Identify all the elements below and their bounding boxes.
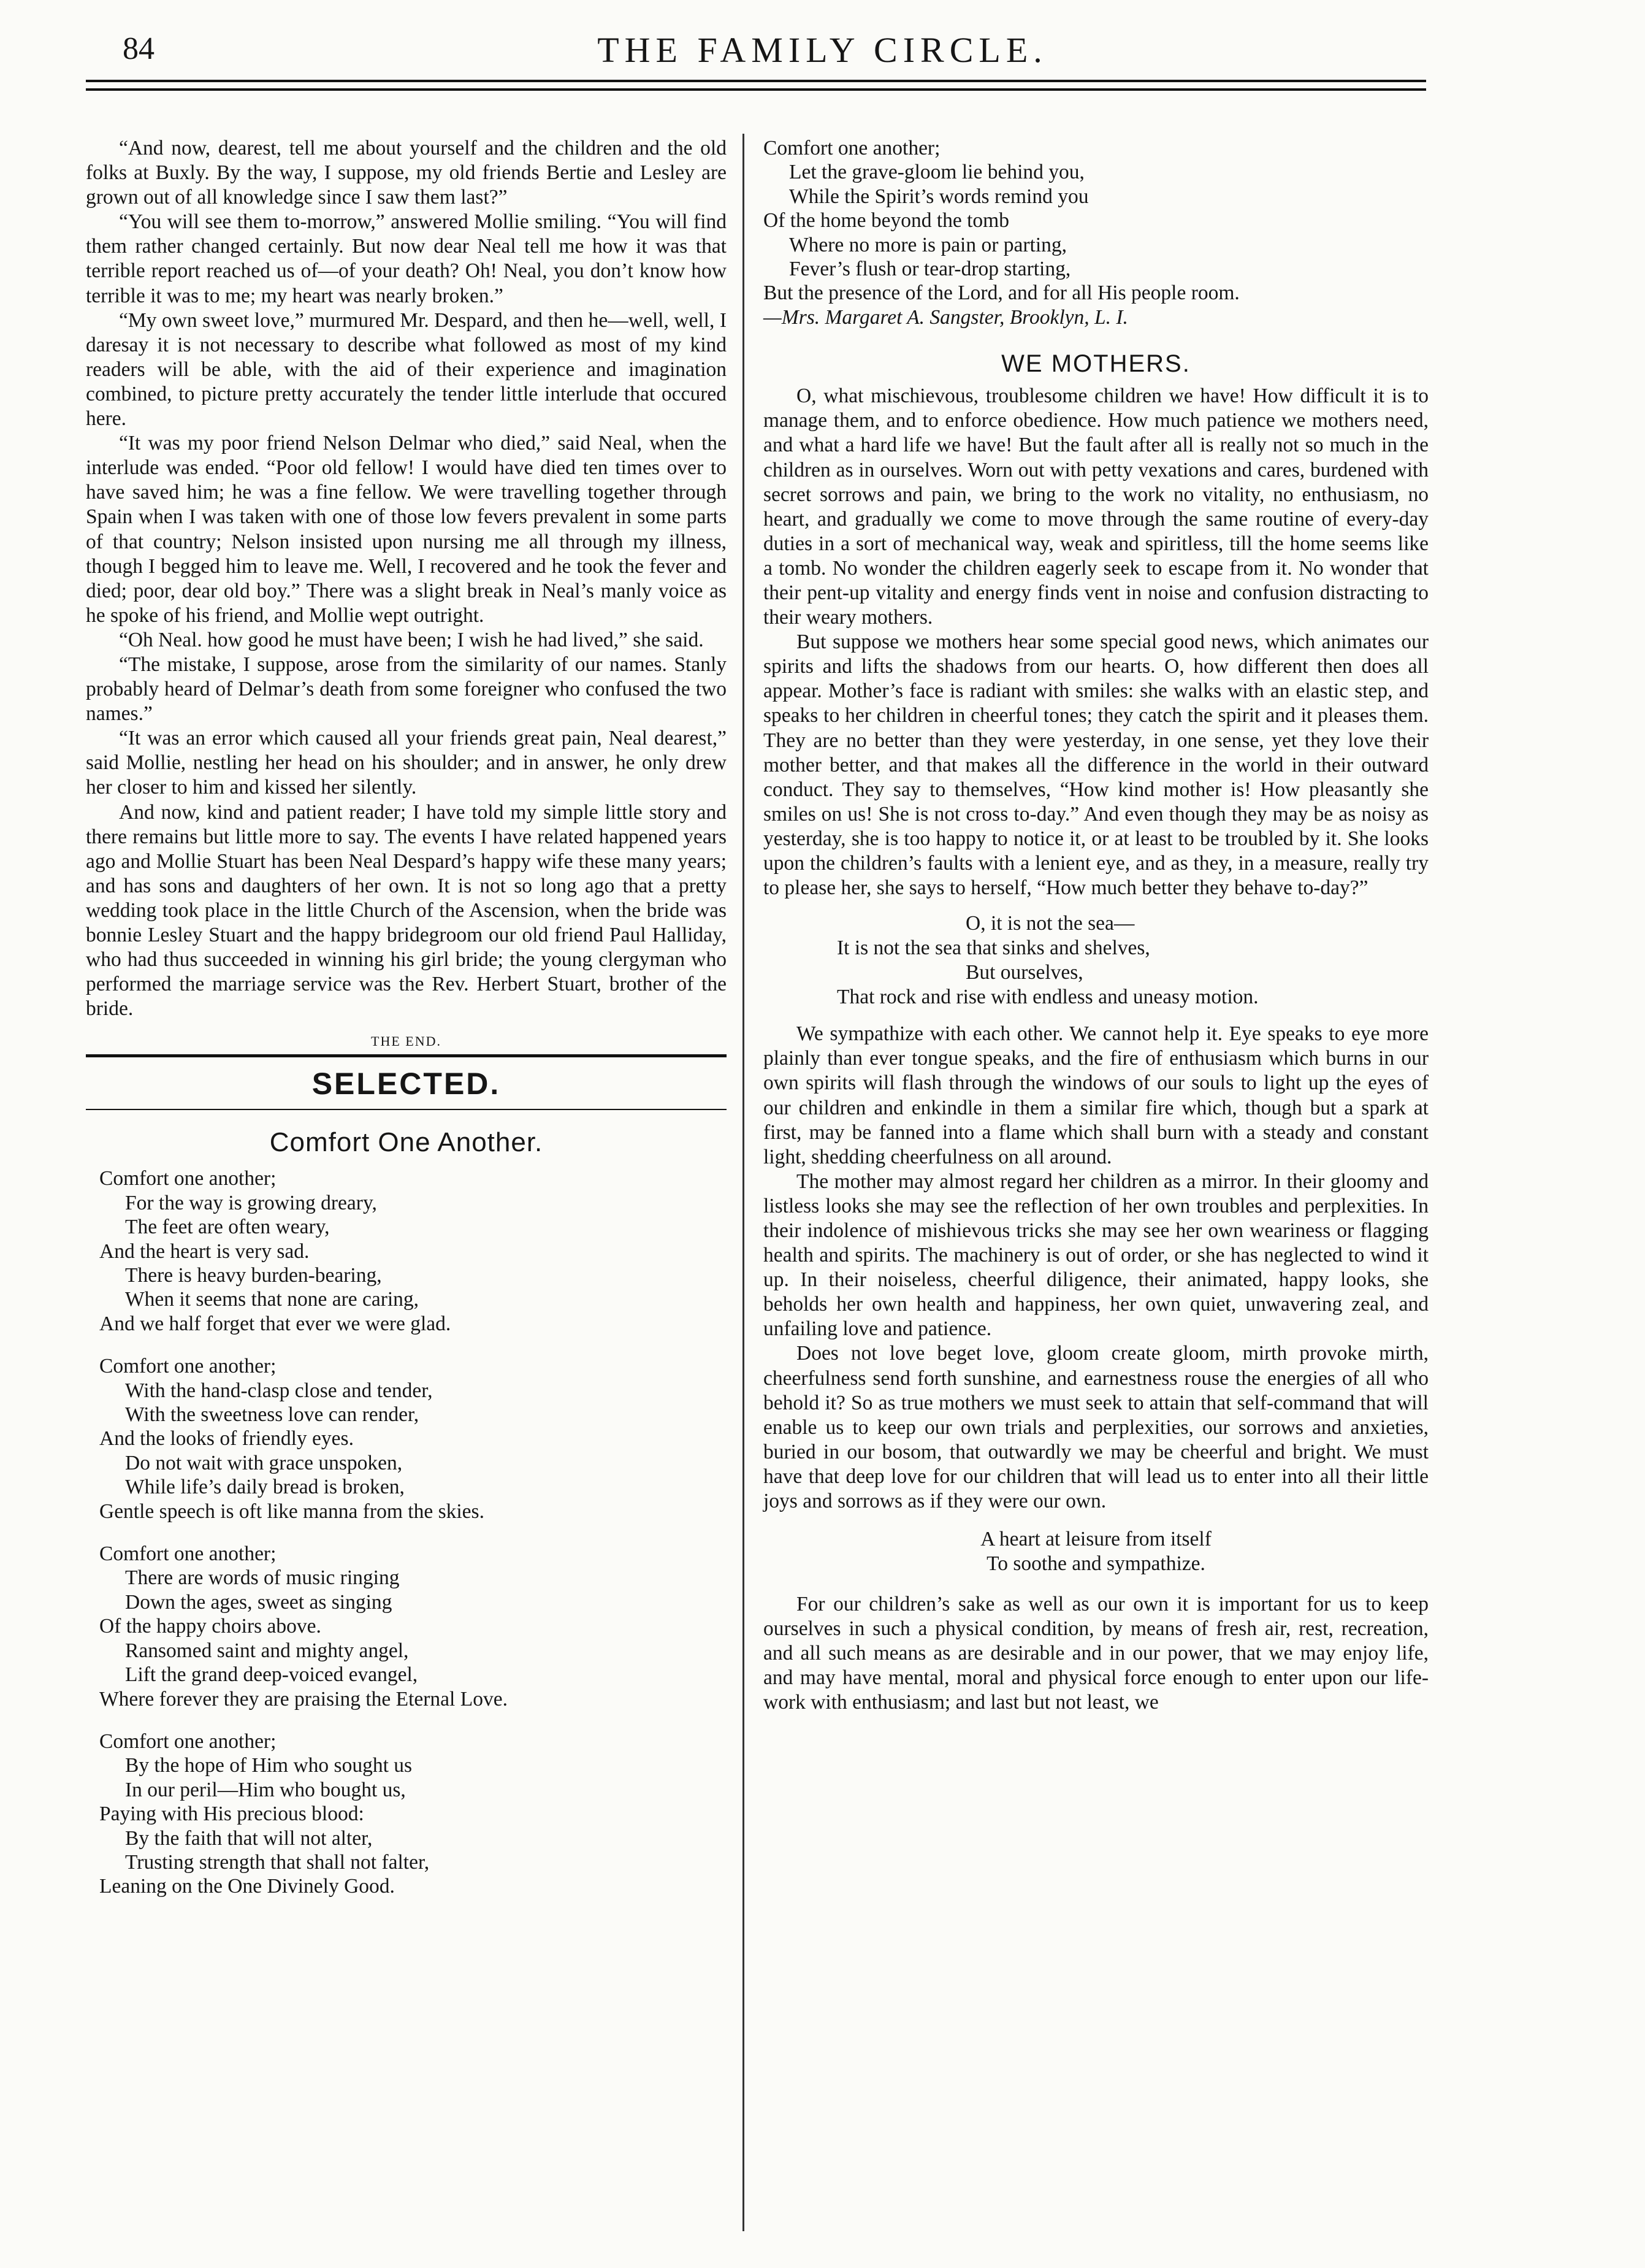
poem-line: Gentle speech is oft like manna from the skies. — [99, 1500, 484, 1523]
selected-section-title: SELECTED. — [311, 1067, 501, 1101]
poem-line: By the faith that will not alter, — [125, 1826, 373, 1850]
poem-line: Down the ages, sweet as singing — [125, 1590, 392, 1614]
article-paragraph: But suppose we mothers hear some special good news, which animates our spirits and lifts the shadows from our hearts. O, how different then does all appear. Mother’s face is radiant with smiles: she walks with an elastic step, and speaks to her children in cheerful tones; they catch the spirit and it pleases them. They are no better than they were yesterday, in one sense, yet they love their mother better, and that makes all the difference in the world in their outward conduct. They say to themselves, “How kind mother is! How pleasantly she smiles on us! She is not cross to-day.” And even though they may be as noisy as yesterday, she is too happy to notice it, or at least to be troubled by it. She looks upon the children’s faults with a lenient eye, and as they, in a measure, really try to please her, she says to herself, “How much better they behave to-day?” — [763, 630, 1429, 900]
story-paragraph: “It was my poor friend Nelson Delmar who died,” said Neal, when the interlude was ended. “Poor old fellow! I would have died ten times over to have saved him; he was a fine fellow. We were travelling together through Spain when I was taken with one of those low fevers prevalent in some parts of that country; Nelson insisted upon nursing me all through my illness, though I begged him to leave me. Well, I recovered and he took the fever and died; poor, dear old boy.” There was a slight break in Neal’s manly voice as he spoke of his friend, and Mollie wept outright. — [86, 432, 727, 627]
verse-line: That rock and rise with endless and uneasy motion. — [837, 986, 1259, 1009]
poem-line: Lift the grand deep-voiced evangel, — [125, 1663, 418, 1687]
story-paragraph: “My own sweet love,” murmured Mr. Despard, and then he—well, well, I daresay it is not necessary to describe what followed as most of my kind readers will be able, with the aid of their experience and imagination combined, to picture pretty accurately the tender little interlude that occured here. — [86, 308, 727, 431]
story-paragraph: “Oh Neal. how good he must have been; I wish he had lived,” she said. — [119, 628, 704, 651]
poem-line: Comfort one another; — [763, 137, 941, 159]
article-paragraph: We sympathize with each other. We cannot help it. Eye speaks to eye more plainly than ever tongue speaks, and the fire of enthusiasm which burns in our own spirits will flash through the windows of our souls to light up the eyes of our children and enkindle in them a similar fire which, though but a spark at first, may be fanned into a flame which shall burn with a steady and constant light, shedding cheerfulness on all around. — [763, 1022, 1429, 1168]
poem-line: Trusting strength that shall not falter, — [125, 1850, 430, 1874]
poem-line: Comfort one another; — [99, 1542, 277, 1566]
article-paragraph: For our children’s sake as well as our own it is important for us to keep ourselves in such a physical condition, by means of fresh air, rest, recreation, and all such means as are desirable and in our power, that we may enjoy life, and may have mental, moral and physical force enough to enter upon our life-work with enthusiasm; and last but not least, we — [763, 1593, 1429, 1714]
the-end-label: THE END. — [371, 1033, 441, 1049]
poem-title: Comfort One Another. — [269, 1127, 543, 1158]
motto-quote — [763, 1527, 1429, 1576]
poem-line: Let the grave-gloom lie behind you, — [789, 161, 1085, 184]
poem-line: Comfort one another; — [99, 1355, 277, 1378]
left-column — [86, 136, 727, 1917]
poem-stanza — [99, 1542, 727, 1711]
poem-line: But the presence of the Lord, and for all His people room. — [763, 282, 1240, 305]
column-divider — [742, 134, 744, 2231]
poem-line: With the hand-clasp close and tender, — [125, 1379, 433, 1402]
poem-line: Do not wait with grace unspoken, — [125, 1451, 403, 1474]
poem-line: There are words of music ringing — [125, 1566, 400, 1590]
poem-stanza — [99, 1730, 727, 1899]
poem-line: While the Spirit’s words remind you — [789, 185, 1089, 208]
we-mothers-title: WE MOTHERS. — [1001, 350, 1191, 378]
poem-line: And the looks of friendly eyes. — [99, 1427, 354, 1450]
poem-line: By the hope of Him who sought us — [125, 1754, 413, 1777]
poem-line: And the heart is very sad. — [99, 1239, 310, 1263]
poem-stanza — [99, 1354, 727, 1523]
story-paragraph: “It was an error which caused all your friends great pain, Neal dearest,” said Mollie, nestling her head on his shoulder; and in answer, he only drew her closer to him and kissed her silently. — [86, 727, 727, 799]
poem-line: Fever’s flush or tear-drop starting, — [789, 258, 1071, 281]
poem-line: While life’s daily bread is broken, — [125, 1476, 405, 1499]
poem-line: Leaning on the One Divinely Good. — [99, 1875, 395, 1898]
verse-line: O, it is not the sea— — [966, 912, 1135, 935]
poem-line: In our peril—Him who bought us, — [125, 1778, 406, 1801]
poem-stanza — [99, 1167, 727, 1336]
poem-line: Of the home beyond the tomb — [763, 209, 1009, 232]
poem-line: Comfort one another; — [99, 1167, 277, 1190]
poem-line: And we half forget that ever we were glad. — [99, 1312, 451, 1335]
poem-line: Where forever they are praising the Eternal Love. — [99, 1687, 508, 1711]
poem-line: Where no more is pain or parting, — [789, 233, 1067, 256]
poem-line: Paying with His precious blood: — [99, 1803, 364, 1826]
poem-line: With the sweetness love can render, — [125, 1403, 419, 1427]
poem-line: For the way is growing dreary, — [125, 1191, 377, 1214]
right-column — [763, 136, 1429, 1715]
story-paragraph: “You will see them to-morrow,” answered Mollie smiling. “You will find them rather changed certainly. But now dear Neal tell me how it was that terrible report reached us of—of your death? Oh! Neal, you don’t know how terrible it was to me; my heart was nearly broken.” — [86, 210, 727, 307]
poem-body — [99, 1167, 727, 1898]
story-conclusion — [86, 136, 727, 1049]
article-paragraph: O, what mischievous, troublesome children we have! How difficult it is to manage them, and to enforce obedience. How much patience we mothers need, and what a hard life we have! But the fault after all is really not so much in the children as in ourselves. Worn out with petty vexations and cares, burdened with secret sorrows and pain, we bring to the work no vitality, no enthusiasm, no heart, and gradually we come to move through the same routine of every-day duties in a sort of mechanical way, weak and spiritless, till the home seems like a tomb. No wonder the children eagerly seek to escape from it. No wonder that their pent-up vitality and energy finds vent in noise and confusion distracting to their weary mothers. — [763, 385, 1429, 629]
masthead-title: THE FAMILY CIRCLE. — [597, 30, 1048, 70]
article-paragraph: The mother may almost regard her children as a mirror. In their gloomy and listless looks she may see the reflection of her own troubles and perplexities. In their indolence of mishievous tricks she may see her own weariness or flagging health and spirits. The machinery is out of order, or she has neglected to wind it up. In their noiseless, cheerful diligence, their animated, happy looks, she beholds her own health and happiness, her own quiet, unwavering zeal, and unfailing love and patience. — [763, 1170, 1429, 1341]
masthead-rule — [86, 80, 1426, 91]
verse-line: It is not the sea that sinks and shelves, — [837, 937, 1150, 960]
motto-line: To soothe and sympathize. — [987, 1552, 1205, 1576]
poem-line: There is heavy burden-bearing, — [125, 1264, 382, 1287]
verse-line: But ourselves, — [966, 961, 1083, 984]
poem-line: Of the happy choirs above. — [99, 1615, 321, 1638]
story-paragraph: “And now, dearest, tell me about yourself and the children and the old folks at Buxly. By the way, I suppose, my old friends Bertie and Lesley are grown out of all knowledge since I saw them last?” — [86, 137, 727, 209]
poem-final-stanza — [763, 136, 1429, 329]
story-paragraph: “The mistake, I suppose, arose from the similarity of our names. Stanly probably heard of Delmar’s death from some foreigner who confused the two names.” — [86, 653, 727, 726]
poem-line: The feet are often weary, — [125, 1216, 330, 1239]
story-paragraph: And now, kind and patient reader; I have told my simple little story and there remains but little more to say. The events I have related happened years ago and Mollie Stuart has been Neal Despard’s happy wife these many years; and has sons and daughters of her own. It is not so long ago that a pretty wedding took place in the little Church of the Ascension, when the bride was bonnie Lesley Stuart and the happy bridegroom our old friend Paul Halliday, who had thus succeeded in winning his girl bride; the young clergyman who performed the marriage service was the Rev. Herbert Stuart, brother of the bride. — [86, 800, 727, 1021]
poem-line: Ransomed saint and mighty angel, — [125, 1639, 409, 1662]
article-paragraph: Does not love beget love, gloom create gloom, mirth provoke mirth, cheerfulness send forth sunshine, and earnestness rouse the energies of all who behold it? So as true mothers we must seek to attain that self-command that will enable us to keep our own trials and perplexities, our sorrows and anxieties, buried in our bosom, that outwardly we may be cheerful and bright. We must have that deep love for our children that will lead us to enter into all their little joys and sorrows as if they were our own. — [763, 1342, 1429, 1512]
verse-quote — [837, 911, 1429, 1009]
poem-attribution: —Mrs. Margaret A. Sangster, Brooklyn, L. I. — [763, 305, 1128, 329]
page-number: 84 — [123, 31, 155, 66]
selected-section-underline — [86, 1109, 727, 1110]
poem-line: When it seems that none are caring, — [125, 1288, 419, 1311]
poem-line: Comfort one another; — [99, 1730, 277, 1753]
motto-line: A heart at leisure from itself — [980, 1528, 1212, 1551]
